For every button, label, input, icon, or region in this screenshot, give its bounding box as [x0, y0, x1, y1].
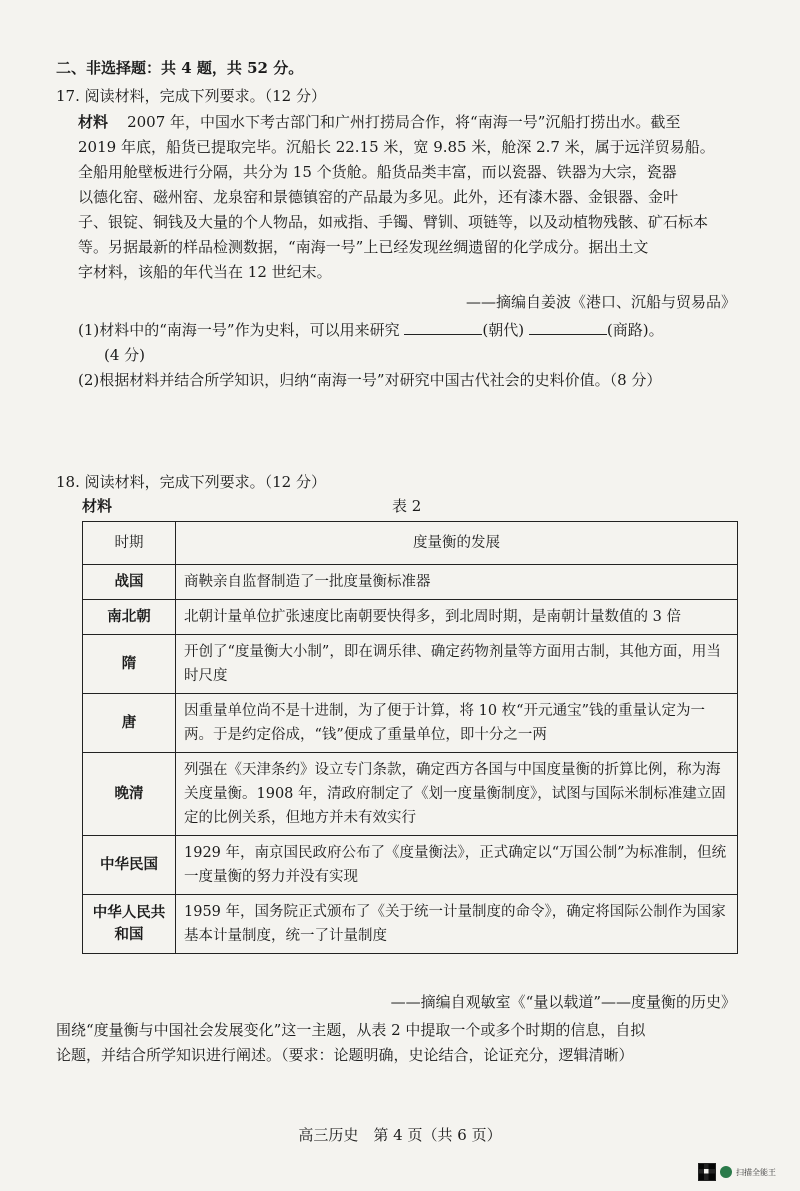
q17-title: 17. 阅读材料，完成下列要求。（12 分） [56, 87, 326, 105]
page-footer: 高三历史 第 4 页（共 6 页） [298, 1126, 502, 1144]
q17-line-0 [78, 112, 680, 132]
qr-code-icon [698, 1163, 716, 1181]
q17-source: ——摘编自姜波《港口、沉船与贸易品》 [465, 293, 736, 311]
table-cell-desc: 商鞅亲自监督制造了一批度量衡标准器 [176, 565, 738, 600]
q18-source: ——摘编自观敏室《“量以载道”——度量衡的历史》 [390, 993, 736, 1011]
table-row [83, 600, 738, 635]
answer-blank-dynasty[interactable] [404, 320, 482, 335]
table-cell-desc: 开创了“度量衡大小制”，即在调乐律、确定药物剂量等方面用古制，其他方面，用当时尺度 [176, 635, 738, 694]
table-cell-desc: 1929 年，南京国民政府公布了《度量衡法》，正式确定以“万国公制”为标准制，但统一度量衡的努力并没有实现 [176, 836, 738, 895]
q17-material-line: 字材料，该船的年代当在 12 世纪末。 [78, 263, 332, 281]
table-cell-period: 隋 [83, 635, 176, 694]
q17-sub1-dynasty-label: (朝代) [482, 321, 525, 339]
table-cell-desc: 因重量单位尚不是十进制，为了便于计算，将 10 枚“开元通宝”钱的重量认定为一两。于是约定俗成，“钱”便成了重量单位，即十分之一两 [176, 694, 738, 753]
q17-material-label: 材料 [78, 113, 109, 131]
q18-material-label: 材料 [82, 497, 113, 515]
table-row [83, 753, 738, 836]
q18-title: 18. 阅读材料，完成下列要求。（12 分） [56, 473, 326, 491]
table-header-row [83, 522, 738, 565]
answer-blank-route[interactable] [529, 320, 607, 335]
q17-material-line: 2019 年底，船货已提取完毕。沉船长 22.15 米，宽 9.85 米，舱深 2.7 米，属于远洋贸易船。 [78, 138, 715, 156]
table-row [83, 565, 738, 600]
q18-prompt-line: 围绕“度量衡与中国社会发展变化”这一主题，从表 2 中提取一个或多个时期的信息，自拟 [56, 1021, 646, 1039]
table-cell-period: 南北朝 [83, 600, 176, 635]
table-cell-desc: 1959 年，国务院正式颁布了《关于统一计量制度的命令》，确定将国际公制作为国家基本计量制度，统一了计量制度 [176, 895, 738, 954]
measurement-history-table [82, 521, 738, 954]
q17-sub1-route-label: (商路)。 [606, 321, 664, 339]
table-cell-period: 中华民国 [83, 836, 176, 895]
table-cell-period: 唐 [83, 694, 176, 753]
scanner-logo-icon [720, 1166, 732, 1178]
q17-material-line: 等。另据最新的样品检测数据，“南海一号”上已经发现丝绸遗留的化学成分。据出土文 [78, 238, 649, 256]
q17-material-line: 2007 年，中国水下考古部门和广州打捞局合作，将“南海一号”沉船打捞出水。截至 [127, 113, 681, 131]
q17-sub1 [78, 320, 664, 340]
table-header-development: 度量衡的发展 [176, 522, 738, 565]
table-cell-desc: 北朝计量单位扩张速度比南朝要快得多，到北周时期，是南朝计量数值的 3 倍 [176, 600, 738, 635]
q17-sub1-text: (1)材料中的“南海一号”作为史料，可以用来研究 [78, 321, 400, 339]
section-header: 二、非选择题：共 4 题，共 52 分。 [56, 59, 304, 77]
table-row [83, 694, 738, 753]
table-row [83, 836, 738, 895]
scanner-watermark [698, 1163, 776, 1181]
table-cell-period: 战国 [83, 565, 176, 600]
table-row [83, 635, 738, 694]
q17-material-line: 全船用舱壁板进行分隔，共分为 15 个货舱。船货品类丰富，而以瓷器、铁器为大宗，瓷器 [78, 163, 677, 181]
table-cell-period: 中华人民共和国 [83, 895, 176, 954]
scanner-watermark-text: 扫描全能王 [736, 1167, 776, 1177]
q17-sub2: (2)根据材料并结合所学知识，归纳“南海一号”对研究中国古代社会的史料价值。（8 分） [78, 371, 662, 389]
q17-material-line: 子、银锭、铜钱及大量的个人物品，如戒指、手镯、臂钏、项链等，以及动植物残骸、矿石标本 [78, 213, 709, 231]
q18-table-caption: 表 2 [392, 497, 422, 515]
table-header-period: 时期 [83, 522, 176, 565]
table-cell-desc: 列强在《天津条约》设立专门条款，确定西方各国与中国度量衡的折算比例，称为海关度量衡。1908 年，清政府制定了《划一度量衡制度》，试图与国际米制标准建立固定的比例关系，但地方并未有效实行 [176, 753, 738, 836]
q17-material-line: 以德化窑、磁州窑、龙泉窑和景德镇窑的产品最为多见。此外，还有漆木器、金银器、金叶 [78, 188, 679, 206]
q18-prompt-line: 论题，并结合所学知识进行阐述。（要求：论题明确，史论结合，论证充分，逻辑清晰） [56, 1046, 634, 1064]
q17-sub1-score: (4 分) [104, 346, 146, 364]
table-row [83, 895, 738, 954]
table-cell-period: 晚清 [83, 753, 176, 836]
